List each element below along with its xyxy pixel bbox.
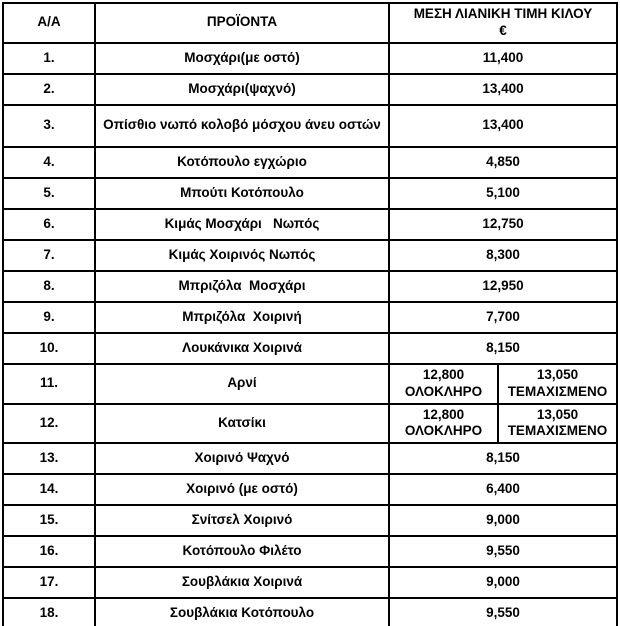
table-body xyxy=(3,43,617,626)
price-cell: 9,550 xyxy=(389,536,617,567)
product-name-cell: Σνίτσελ Χοιρινό xyxy=(95,505,389,536)
split-price-label: ΤΕΜΑΧΙΣΜΕΝΟ xyxy=(507,383,608,399)
product-name-cell: Αρνί xyxy=(95,364,389,404)
product-name-cell: Μπριζόλα Μοσχάρι xyxy=(95,271,389,302)
price-split-cell xyxy=(498,364,617,404)
row-number-cell: 11. xyxy=(3,364,95,404)
product-name-cell: Μοσχάρι(με οστό) xyxy=(95,43,389,74)
table-row xyxy=(3,178,617,209)
price-cell: 6,400 xyxy=(389,474,617,505)
header-price-currency: € xyxy=(499,22,507,38)
price-cell: 11,400 xyxy=(389,43,617,74)
table-row xyxy=(3,474,617,505)
split-price-value: 12,800 xyxy=(422,366,465,382)
table-row xyxy=(3,505,617,536)
price-cell: 12,750 xyxy=(389,209,617,240)
table-header xyxy=(3,3,617,43)
table-row xyxy=(3,443,617,474)
table-row xyxy=(3,567,617,598)
split-price-label: ΤΕΜΑΧΙΣΜΕΝΟ xyxy=(507,423,608,439)
price-cell: 13,400 xyxy=(389,74,617,105)
price-cell: 8,150 xyxy=(389,443,617,474)
row-number-cell: 8. xyxy=(3,271,95,302)
row-number-cell: 1. xyxy=(3,43,95,74)
header-cell-product: ΠΡΟΪΟΝΤΑ xyxy=(95,3,389,43)
product-name-cell: Μοσχάρι(ψαχνό) xyxy=(95,74,389,105)
row-number-cell: 16. xyxy=(3,536,95,567)
row-number-cell: 15. xyxy=(3,505,95,536)
row-number-cell: 14. xyxy=(3,474,95,505)
product-name-cell: Σουβλάκια Κοτόπουλο xyxy=(95,598,389,626)
product-name-cell: Κιμάς Μοσχάρι Νωπός xyxy=(95,209,389,240)
split-price-value: 13,050 xyxy=(536,406,579,422)
price-cell: 5,100 xyxy=(389,178,617,209)
product-name-cell: Μπριζόλα Χοιρινή xyxy=(95,302,389,333)
header-price-title: ΜΕΣΗ ΛΙΑΝΙΚΗ ΤΙΜΗ ΚΙΛΟΥ xyxy=(413,6,593,21)
price-cell: 4,850 xyxy=(389,147,617,178)
row-number-cell: 10. xyxy=(3,333,95,364)
split-price-value: 12,800 xyxy=(422,406,465,422)
table-row xyxy=(3,364,617,404)
row-number-cell: 3. xyxy=(3,105,95,147)
row-number-cell: 7. xyxy=(3,240,95,271)
row-number-cell: 12. xyxy=(3,404,95,444)
table-row xyxy=(3,43,617,74)
price-split-cell xyxy=(498,404,617,444)
product-name-cell: Κιμάς Χοιρινός Νωπός xyxy=(95,240,389,271)
product-name-cell: Σουβλάκια Χοιρινά xyxy=(95,567,389,598)
split-price-label: ΟΛΟΚΛΗΡΟ xyxy=(404,383,483,399)
price-cell: 7,700 xyxy=(389,302,617,333)
row-number-cell: 17. xyxy=(3,567,95,598)
row-number-cell: 5. xyxy=(3,178,95,209)
table-row xyxy=(3,240,617,271)
product-name-cell: Μπούτι Κοτόπουλο xyxy=(95,178,389,209)
header-row xyxy=(3,3,617,43)
row-number-cell: 6. xyxy=(3,209,95,240)
product-name-cell: Κοτόπουλο εγχώριο xyxy=(95,147,389,178)
price-cell: 12,950 xyxy=(389,271,617,302)
product-name-cell: Κοτόπουλο Φιλέτο xyxy=(95,536,389,567)
price-cell: 9,000 xyxy=(389,567,617,598)
table-row xyxy=(3,333,617,364)
product-name-cell: Οπίσθιο νωπό κολοβό μόσχου άνευ οστών xyxy=(95,105,389,147)
row-number-cell: 2. xyxy=(3,74,95,105)
table-row xyxy=(3,598,617,626)
price-cell: 13,400 xyxy=(389,105,617,147)
table-row xyxy=(3,147,617,178)
table-row xyxy=(3,74,617,105)
table-row xyxy=(3,404,617,444)
row-number-cell: 9. xyxy=(3,302,95,333)
product-name-cell: Χοιρινό (με οστό) xyxy=(95,474,389,505)
row-number-cell: 13. xyxy=(3,443,95,474)
price-table xyxy=(2,2,618,626)
table-row xyxy=(3,105,617,147)
price-cell: 8,150 xyxy=(389,333,617,364)
price-cell: 8,300 xyxy=(389,240,617,271)
row-number-cell: 18. xyxy=(3,598,95,626)
price-cell: 9,550 xyxy=(389,598,617,626)
price-split-cell xyxy=(389,404,498,444)
header-cell-num: Α/Α xyxy=(3,3,95,43)
product-name-cell: Χοιρινό Ψαχνό xyxy=(95,443,389,474)
product-name-cell: Κατσίκι xyxy=(95,404,389,444)
table-row xyxy=(3,536,617,567)
price-split-cell xyxy=(389,364,498,404)
split-price-label: ΟΛΟΚΛΗΡΟ xyxy=(404,423,483,439)
table-row xyxy=(3,302,617,333)
product-name-cell: Λουκάνικα Χοιρινά xyxy=(95,333,389,364)
header-cell-price xyxy=(389,3,617,43)
split-price-value: 13,050 xyxy=(536,366,579,382)
row-number-cell: 4. xyxy=(3,147,95,178)
table-row xyxy=(3,271,617,302)
table-row xyxy=(3,209,617,240)
price-cell: 9,000 xyxy=(389,505,617,536)
